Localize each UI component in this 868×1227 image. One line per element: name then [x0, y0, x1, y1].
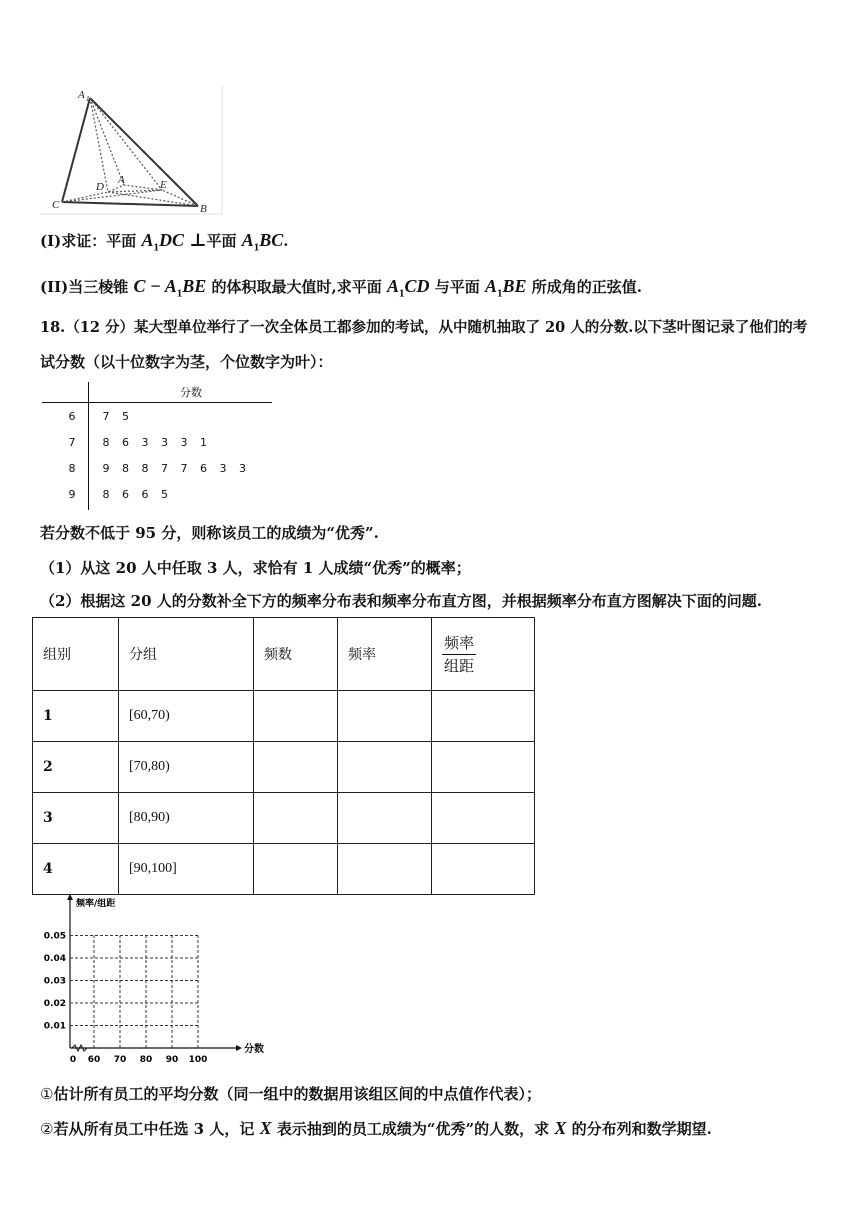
- frequency-cell[interactable]: [338, 793, 432, 844]
- x-tick-label: 100: [188, 1055, 208, 1065]
- q17-part2-mid2: 与平面: [434, 278, 480, 296]
- y-tick-label: 0.03: [43, 976, 66, 987]
- leaf: 6: [122, 436, 129, 449]
- label-a1: A: [78, 89, 85, 101]
- label-e: E: [160, 179, 167, 191]
- edge-a1-e: [90, 98, 162, 190]
- stem-leaf-plot: [40, 382, 280, 512]
- density-cell[interactable]: [432, 793, 535, 844]
- q18-question-b: [40, 1118, 712, 1139]
- y-tick-label: 0.04: [43, 954, 66, 964]
- row-index: 3: [33, 793, 119, 844]
- y-axis-arrow: [67, 894, 73, 900]
- frequency-cell[interactable]: [338, 844, 432, 895]
- frequency-table: [32, 617, 535, 895]
- row-index: 1: [33, 691, 119, 742]
- x-tick-label: 60: [87, 1055, 101, 1065]
- var-x: X: [554, 1118, 567, 1138]
- y-axis-label: 频率/组距: [76, 899, 116, 909]
- q17-part1-pre: 求证：平面: [61, 232, 137, 250]
- q17-part1-end: .: [283, 232, 289, 250]
- label-b: B: [200, 203, 207, 215]
- q17-part2-mid1: 的体积取最大值时,求平面: [211, 278, 382, 296]
- stem-leaf-hline: [42, 402, 272, 403]
- leaf: 8: [141, 462, 149, 475]
- excellent-definition: 若分数不低于 95 分，则称该员工的成绩为“优秀”.: [40, 524, 379, 542]
- perp-symbol: ⊥: [189, 230, 207, 250]
- row-interval: [70,80): [119, 742, 254, 793]
- x-axis-label: 分数: [244, 1044, 264, 1055]
- row-index: 4: [33, 844, 119, 895]
- q17-plane-a1cd: $A_1CD$: [386, 276, 430, 300]
- leaf: 1: [200, 436, 207, 449]
- histogram-chart: [36, 892, 276, 1068]
- table-header-row: [33, 618, 535, 691]
- q18-line2: 试分数（以十位数字为茎，个位数字为叶）：: [40, 353, 333, 371]
- label-c: C: [52, 199, 60, 211]
- q18-question-b-pre: 若从所有员工中任选 3 人，记: [53, 1120, 255, 1138]
- edge-c-b: [62, 202, 198, 206]
- q17-part2: [40, 276, 642, 304]
- y-tick-label: 0.02: [43, 999, 66, 1009]
- leaf: 3: [161, 436, 168, 449]
- table-row: [33, 793, 535, 844]
- q18-question-b-mid: 表示抽到的员工成绩为“优秀”的人数，求: [276, 1120, 550, 1138]
- leaf: 5: [161, 488, 168, 501]
- q17-part2-pre: 当三棱锥: [68, 278, 129, 296]
- q18-sub2: （2）根据这 20 人的分数补全下方的频率分布表和频率分布直方图，并根据频率分布直方图解决下面的问题.: [40, 592, 762, 610]
- leaf: 6: [141, 488, 149, 501]
- leaf: 7: [102, 410, 110, 423]
- q17-plane-a1dc: $A_1DC$: [141, 230, 184, 254]
- count-cell[interactable]: [254, 742, 338, 793]
- q18-question-b-end: 的分布列和数学期望.: [571, 1120, 712, 1138]
- row-index: 2: [33, 742, 119, 793]
- header-density: [432, 618, 535, 691]
- fraction-numerator: 频率: [442, 632, 476, 655]
- y-tick-label: 0.05: [43, 931, 66, 942]
- x-tick-label: 90: [165, 1055, 179, 1065]
- count-cell[interactable]: [254, 844, 338, 895]
- q17-plane-a1bc: $A_1BC$: [241, 230, 284, 254]
- edge-a1-c: [62, 98, 90, 202]
- x-tick-label: 80: [139, 1055, 153, 1065]
- q17-part1-label: (I): [40, 232, 62, 250]
- q18-sub1: （1）从这 20 人中任取 3 人，求恰有 1 人成绩“优秀”的概率；: [40, 559, 471, 577]
- stem: 7: [68, 436, 76, 449]
- frequency-cell[interactable]: [338, 691, 432, 742]
- q18-question-a-text: 估计所有员工的平均分数（同一组中的数据用该组区间的中点值作代表）；: [53, 1085, 541, 1103]
- circled-one-mark: ①: [40, 1085, 54, 1103]
- q17-part1-mid: 平面: [206, 232, 237, 250]
- table-row: [33, 742, 535, 793]
- label-d: D: [96, 181, 104, 193]
- y-tick-label: 0.01: [43, 1021, 66, 1032]
- x-tick-label: 70: [113, 1055, 127, 1065]
- row-interval: [60,70): [119, 691, 254, 742]
- leaf: 3: [219, 462, 227, 475]
- edge-a1-a: [90, 98, 124, 185]
- leaf: 7: [161, 462, 168, 475]
- label-a1-sub: 1: [86, 95, 90, 103]
- count-cell[interactable]: [254, 793, 338, 844]
- q18-line1: 18.（12 分）某大型单位举行了一次全体员工都参加的考试，从中随机抽取了 20 人的分数.以下茎叶图记录了他们的考: [40, 319, 808, 336]
- leaf: 8: [102, 488, 110, 501]
- leaf: 6: [122, 488, 129, 501]
- x-tick-label: 0: [69, 1055, 77, 1065]
- density-cell[interactable]: [432, 691, 535, 742]
- table-row: [33, 691, 535, 742]
- leaf: 6: [200, 462, 207, 475]
- leaf: 3: [239, 462, 246, 475]
- leaf: 8: [102, 436, 110, 449]
- count-cell[interactable]: [254, 691, 338, 742]
- density-fraction: [442, 632, 476, 677]
- leaf: 9: [102, 462, 110, 475]
- edge-a1-b: [90, 98, 198, 206]
- circled-two-mark: ②: [40, 1120, 54, 1138]
- var-x: X: [259, 1118, 272, 1138]
- q17-part2-label: (II): [40, 278, 69, 296]
- leaf: 5: [122, 410, 129, 423]
- density-cell[interactable]: [432, 844, 535, 895]
- stem: 8: [68, 462, 76, 475]
- header-count: 频数: [254, 618, 338, 691]
- q17-pyramid: $C - A_1BE$: [133, 276, 207, 300]
- q17-part2-end: 所成角的正弦值.: [531, 278, 642, 296]
- table-row: [33, 844, 535, 895]
- pyramid-figure: [38, 84, 226, 216]
- row-interval: [80,90): [119, 793, 254, 844]
- header-frequency: 频率: [338, 618, 432, 691]
- header-group-id: 组别: [33, 618, 119, 691]
- q17-plane-a1be: $A_1BE$: [484, 276, 527, 300]
- density-cell[interactable]: [432, 742, 535, 793]
- stem-leaf-vline: [88, 382, 89, 510]
- q18-question-a: [40, 1084, 541, 1104]
- leaf: 3: [141, 436, 149, 449]
- leaf: 3: [180, 436, 188, 449]
- leaf: 8: [122, 462, 129, 475]
- stem: 6: [68, 410, 76, 423]
- x-axis-arrow: [236, 1045, 242, 1051]
- leaf: 7: [180, 462, 188, 475]
- label-a: A: [118, 174, 125, 186]
- fraction-denominator: 组距: [444, 656, 475, 675]
- frequency-cell[interactable]: [338, 742, 432, 793]
- row-interval: [90,100]: [119, 844, 254, 895]
- stem: 9: [68, 488, 76, 501]
- stem-leaf-title: 分数: [180, 386, 202, 399]
- q17-part1: [40, 230, 289, 258]
- header-interval: 分组: [119, 618, 254, 691]
